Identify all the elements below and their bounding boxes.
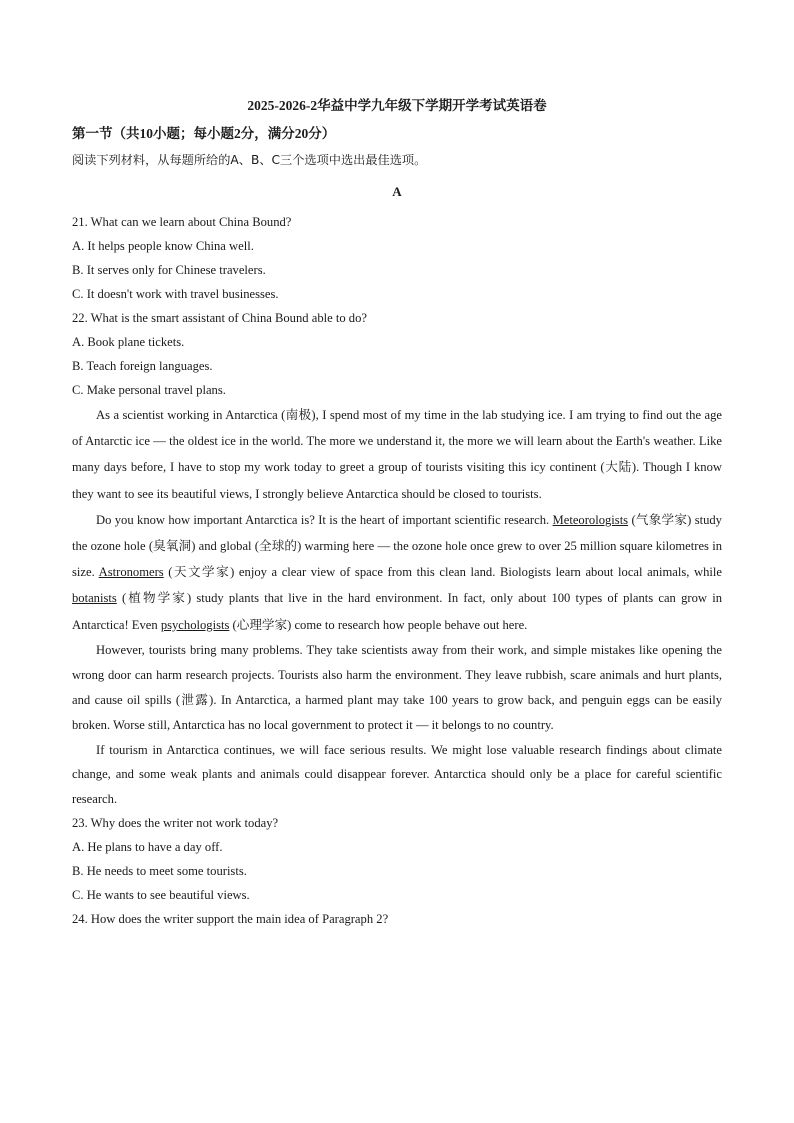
question-22-stem: 22. What is the smart assistant of China Bound able to do? xyxy=(72,311,367,325)
question-21-stem: 21. What can we learn about China Bound? xyxy=(72,215,292,229)
question-23-option-b: B. He needs to meet some tourists. xyxy=(72,864,247,879)
question-21-option-b: B. It serves only for Chinese travelers. xyxy=(72,263,266,277)
question-24-stem: 24. How does the writer support the main idea of Paragraph 2? xyxy=(72,912,389,927)
question-23-option-a: A. He plans to have a day off. xyxy=(72,840,223,855)
exam-page xyxy=(72,96,722,931)
paragraph-2-text: (植物学家) study plants that live in the hard environment. In fact, only about 100 types of plants can grow in Antarctica! Even xyxy=(72,591,722,632)
passage-paragraph-3: However, tourists bring many problems. They take scientists away from their work, and simple mistakes like opening the wrong door can harm research projects. Tourists also harm the environment. They leave rubbish, scare animals and hurt plants, and cause oil spills (泄露). In Antarctica, a harmed plant may take 100 years to grow back, and penguin eggs can be easily broken. Worse still, Antarctica has no local government to protect it — it belongs to no country. xyxy=(72,642,722,732)
passage-paragraph-1: As a scientist working in Antarctica (南极), I spend most of my time in the lab studying ice. I am trying to find out the age of Antarctic ice — the oldest ice in the world. The more we understand it, the more we will learn about the Earth's weather. Like many days before, I have to stop my work today to greet a group of tourists visiting this icy continent (大陆). Though I know they want to see its beautiful views, I strongly believe Antarctica should be closed to tourists. xyxy=(72,408,722,501)
question-22-option-c: C. Make personal travel plans. xyxy=(72,383,226,397)
underlined-word-psychologists: psychologists xyxy=(160,617,230,632)
question-21-option-a: A. It helps people know China well. xyxy=(72,239,254,253)
exam-title: 2025-2026-2华益中学九年级下学期开学考试英语卷 xyxy=(247,98,547,113)
part-label: A xyxy=(392,184,402,199)
paragraph-2-text: (心理学家) come to research how people behave out here. xyxy=(229,617,528,632)
question-22-option-a: A. Book plane tickets. xyxy=(72,335,185,349)
section-heading: 第一节（共10小题；每小题2分，满分20分） xyxy=(72,126,336,141)
underlined-word-botanists: botanists xyxy=(72,591,117,606)
instruction-text: 阅读下列材料，从每题所给的A、B、C三个选项中选出最佳选项。 xyxy=(72,153,427,167)
paragraph-2-text: Do you know how important Antarctica is? It is the heart of important scientific research. xyxy=(96,512,553,527)
passage-paragraph-2 xyxy=(72,507,722,638)
question-23-option-c: C. He wants to see beautiful views. xyxy=(72,888,250,903)
question-21-option-c: C. It doesn't work with travel businesses. xyxy=(72,287,279,301)
question-23-stem: 23. Why does the writer not work today? xyxy=(72,816,279,831)
underlined-word-meteorologists: Meteorologists xyxy=(552,512,629,527)
paragraph-2-text: (气象学家) study the ozone hole (臭氧洞) and global (全球的) warming here — the ozone hole once grew to over 25 million square kilometres in size. xyxy=(72,512,722,580)
passage-paragraph-4: If tourism in Antarctica continues, we will face serious results. We might lose valuable research findings about climate change, and some weak plants and animals could disappear forever. Antarctica should only be a place for careful scientific research. xyxy=(72,742,722,806)
underlined-word-astronomers: Astronomers xyxy=(98,565,164,580)
paragraph-2-text: (天文学家) enjoy a clear view of space from this clean land. Biologists learn about local animals, while xyxy=(163,565,722,580)
question-22-option-b: B. Teach foreign languages. xyxy=(72,359,213,373)
